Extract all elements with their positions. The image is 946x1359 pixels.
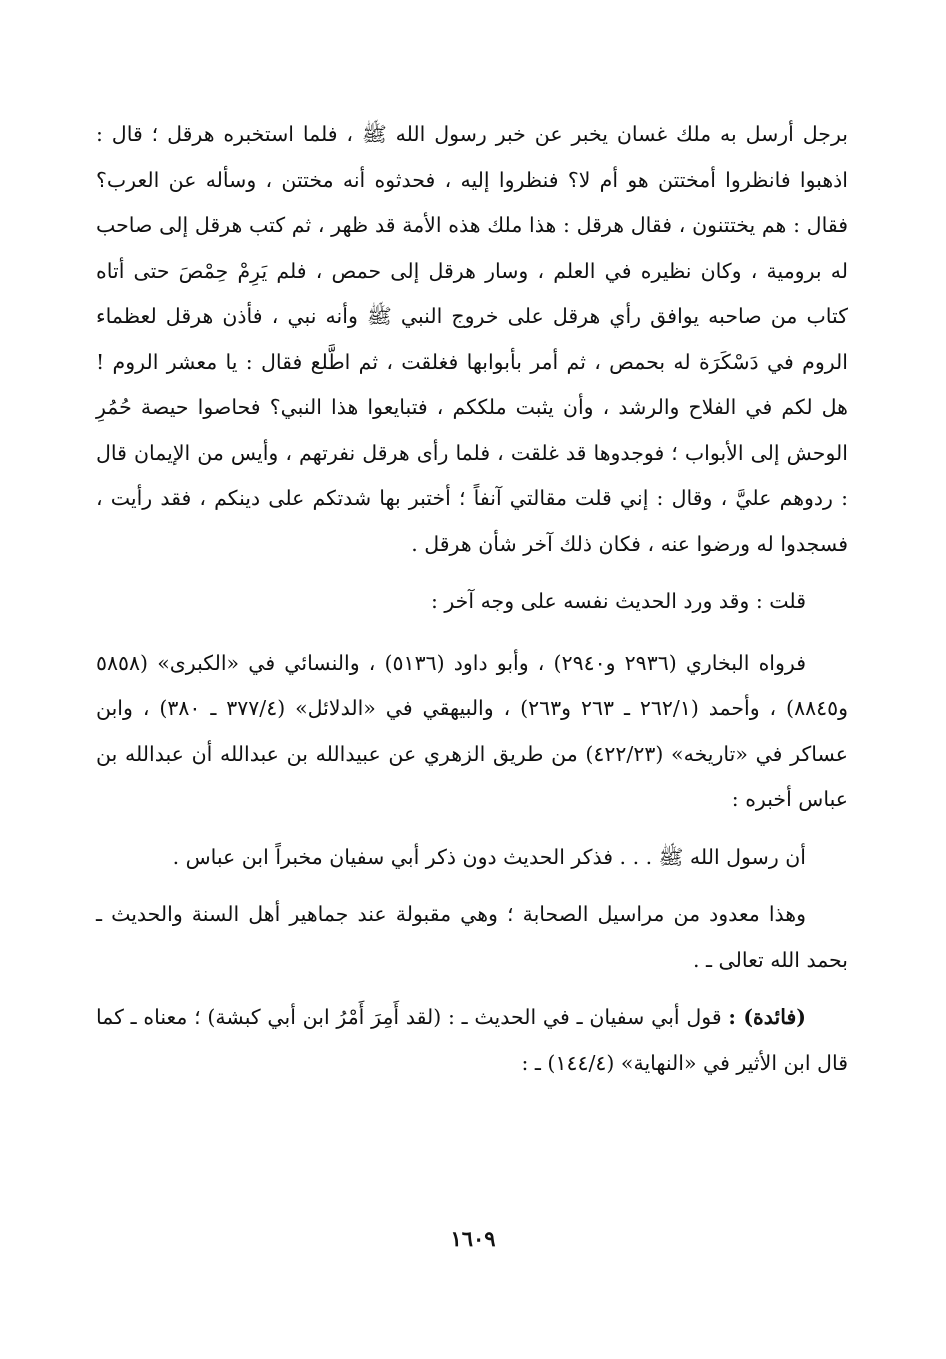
page-body	[96, 112, 848, 1086]
paragraph-another-narration: قلت : وقد ورد الحديث نفسه على وجه آخر :	[430, 589, 806, 613]
paragraph-mursal-note: وهذا معدود من مراسيل الصحابة ؛ وهي مقبولة عند جماهير أهل السنة والحديث ـ بحمد الله تعالى ـ .	[96, 902, 848, 972]
paragraph-heraclius-story: برجل أرسل به ملك غسان يخبر عن خبر رسول الله ﷺ ، فلما استخبره هرقل ؛ قال : اذهبوا فانظروا أمختتن هو أم لا؟ فنظروا إليه ، فحدثوه أنه مختتن ، وسأله عن العرب؟ فقال : هم يختتنون ، فقال هرقل : هذا ملك هذه الأمة قد ظهر ، ثم كتب هرقل إلى صاحب له برومية ، وكان نظيره في العلم ، وسار هرقل إلى حمص ، فلم يَرِمْ حِمْصَ حتى أتاه كتاب من صاحبه يوافق رأي هرقل على خروج النبي ﷺ وأنه نبي ، فأذن هرقل لعظماء الروم في دَسْكَرَة له بحمص ، ثم أمر بأبوابها فغلقت ، ثم اطَّلع فقال : يا معشر الروم ! هل لكم في الفلاح والرشد ، وأن يثبت ملككم ، فتبايعوا هذا النبي؟ فحاصوا حيصة حُمُرِ الوحش إلى الأبواب ؛ فوجدوها قد غلقت ، فلما رأى هرقل نفرتهم ، وأيس من الإيمان قال : ردوهم عليَّ ، وقال : إني قلت مقالتي آنفاً ؛ أختبر بها شدتكم على دينكم ، فقد رأيت ، فسجدوا له ورضوا عنه ، فكان ذلك آخر شأن هرقل .	[96, 122, 848, 556]
paragraph-citations: فرواه البخاري (٢٩٣٦ و٢٩٤٠) ، وأبو داود (٥١٣٦) ، والنسائي في «الكبرى» (٥٨٥٨ و٨٨٤٥) ، وأحمد (٢٦٢/١ ـ ٢٦٣ و٢٦٣) ، والبيهقي في «الدلائل» (٣٧٧/٤ ـ ٣٨٠) ، وابن عساكر في «تاريخه» (٤٢٢/٢٣) من طريق الزهري عن عبيدالله بن عبدالله أن عبدالله بن عباس أخبره :	[96, 650, 849, 811]
benefit-label: (فائدة) :	[728, 1005, 806, 1029]
paragraph-hadith-summary: أن رسول الله ﷺ . . . فذكر الحديث دون ذكر أبي سفيان مخبراً ابن عباس .	[172, 844, 806, 869]
benefit-text: قول أبي سفيان ـ في الحديث ـ : (لقد أَمِرَ أَمْرُ ابن أبي كبشة) ؛ معناه ـ كما قال ابن الأثير في «النهاية» (١٤٤/٤) ـ :	[96, 1005, 848, 1075]
paragraph-benefit	[96, 995, 848, 1086]
page-number: ١٦٠٩	[450, 1226, 496, 1251]
